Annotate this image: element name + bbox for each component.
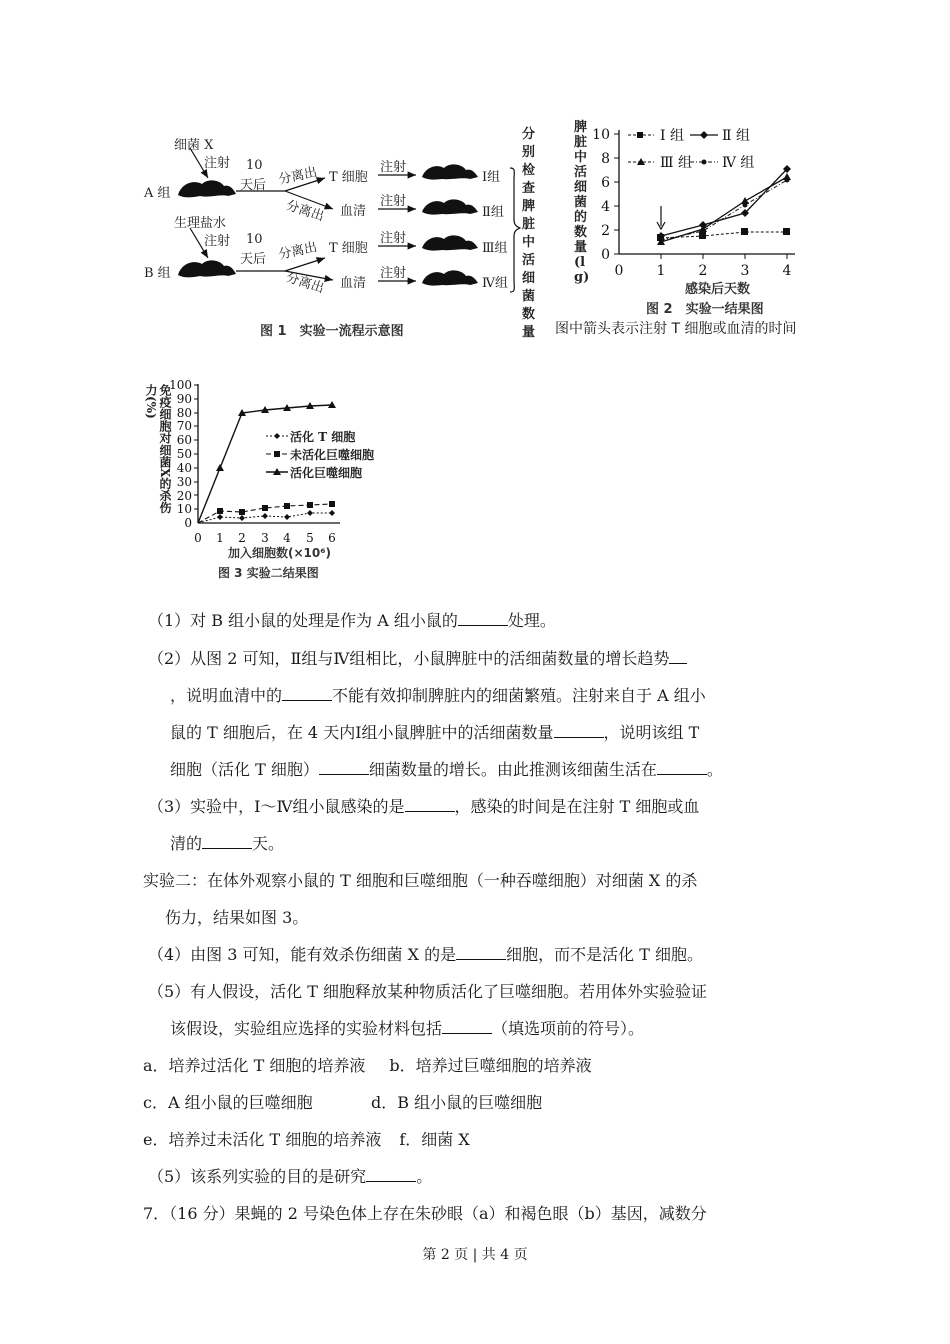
fig1-inject-verb: 注射 [204,156,231,171]
fig1-t-cell-label: T 细胞 [329,170,368,185]
fig1-group-b: B 组 [144,266,171,281]
answer-blank[interactable] [319,756,369,775]
q2-text: 不能有效抑制脾脏内的细菌繁殖。注射来自于 A 组小 [332,686,706,705]
q2-text: ，说明血清中的 [170,686,283,705]
question-5b [148,1158,818,1195]
fig1-separate-label: 分离出 [284,198,326,225]
svg-text:70: 70 [176,419,192,433]
q2-text: 细胞（活化 T 细胞） [170,760,319,779]
figure-2 [550,110,850,350]
answer-blank[interactable] [669,645,687,664]
q3-text: 天。 [252,834,285,853]
fig3-caption: 图 3 实验二结果图 [218,566,319,580]
fig1-t-cell-label: T 细胞 [329,241,368,256]
question-7: 7．（16 分）果蝇的 2 号染色体上存在朱砂眼（a）和褐色眼（b）基因，减数分 [143,1204,707,1223]
fig3-legend-activated-macrophage: 活化巨噬细胞 [290,466,363,480]
svg-text:2: 2 [698,263,708,279]
fig3-legend-unactivated-macrophage: 未活化巨噬细胞 [290,448,375,462]
fig1-inject-b-label: 生理盐水 [174,216,227,231]
question-1 [148,602,818,639]
fig3-legend-activated-t: 活化 T 细胞 [290,430,356,444]
svg-text:1: 1 [216,531,224,545]
q3-text: （3）实验中，Ⅰ～Ⅳ组小鼠感染的是 [148,797,405,816]
svg-text:4: 4 [283,531,291,545]
question-5 [148,973,818,1047]
q2-text: 细菌数量的增长。由此推测该细菌生活在 [368,760,657,779]
svg-text:10: 10 [176,502,192,516]
fig2-y-label: 脾脏中活细菌的数量(lg) [574,120,590,285]
svg-text:10: 10 [592,127,610,143]
fig1-group-1: Ⅰ组 [482,170,501,185]
fig1-separate-label: 分离出 [277,165,319,188]
q2-text: 鼠的 T 细胞后，在 4 天内Ⅰ组小鼠脾脏中的活细菌数量 [170,723,554,742]
q5b-text: （5）该系列实验的目的是研究 [148,1167,367,1186]
svg-text:30: 30 [176,475,192,489]
q4-text: （4）由图 3 可知，能有效杀伤细菌 X 的是 [148,945,457,964]
svg-text:90: 90 [176,392,192,406]
answer-blank[interactable] [282,682,332,701]
fig1-inject-a-label: 细菌 X [174,138,214,153]
fig3-x-ticks [194,531,336,545]
fig1-serum-label: 血清 [340,276,367,291]
fig1-days-label: 天后 [240,178,267,193]
fig1-inject-label: 注射 [380,231,407,246]
svg-text:5: 5 [306,531,314,545]
svg-text:Ⅲ 组: Ⅲ 组 [660,155,692,171]
fig1-group-3: Ⅲ组 [482,241,508,256]
svg-text:2: 2 [238,531,246,545]
fig2-note: 图中箭头表示注射 T 细胞或血清的时间 [555,321,797,337]
option-b: b．培养过巨噬细胞的培养液 [389,1056,592,1075]
svg-text:3: 3 [261,531,269,545]
option-c: c．A 组小鼠的巨噬细胞 [143,1093,313,1112]
fig1-group-2: Ⅱ组 [482,205,504,220]
q3-text: 清的 [170,834,203,853]
answer-blank[interactable] [366,1163,416,1182]
answer-blank[interactable] [442,1015,492,1034]
answer-blank[interactable] [458,607,508,626]
q1-text: （1）对 B 组小鼠的处理是作为 A 组小鼠的 [148,611,458,630]
svg-text:0: 0 [184,516,192,530]
svg-text:20: 20 [176,489,192,503]
fig3-legend [266,433,288,475]
fig1-separate-label: 分离出 [284,270,326,297]
svg-text:3: 3 [740,263,750,279]
svg-text:40: 40 [176,461,192,475]
fig2-x-ticks [615,263,792,279]
fig2-caption: 图 2 实验一结果图 [646,302,764,317]
option-a: a．培养过活化 T 细胞的培养液 [143,1056,366,1075]
fig1-serum-label: 血清 [340,204,367,219]
svg-text:50: 50 [176,447,192,461]
fig3-x-label: 加入细胞数(×10⁶) [228,546,331,560]
figure-1-diagram [140,120,540,350]
q5b-text: 。 [416,1167,433,1186]
fig1-separate-label: 分离出 [277,240,319,263]
fig1-inject-label: 注射 [380,194,407,209]
experiment-2-intro [143,862,813,936]
svg-text:6: 6 [601,175,610,191]
question-2 [148,640,818,788]
fig3-y-ticks [169,378,192,530]
page-footer: 第 2 页 | 共 4 页 [422,1247,528,1263]
q2-text: ，说明该组 T [603,723,700,742]
fig1-group-a: A 组 [144,186,171,201]
q5-text: （5）有人假设，活化 T 细胞释放某种物质活化了巨噬细胞。若用体外实验验证 [148,982,708,1001]
svg-text:100: 100 [169,378,192,392]
fig2-legend [628,128,754,171]
fig2-y-ticks [592,127,610,263]
exp2-text: 实验二：在体外观察小鼠的 T 细胞和巨噬细胞（一种吞噬细胞）对细菌 X 的杀 [143,871,698,890]
q3-text: ，感染的时间是在注射 T 细胞或血 [454,797,700,816]
q2-text: 。 [706,760,723,779]
fig1-inject-verb: 注射 [204,234,231,249]
answer-blank[interactable] [405,793,455,812]
q2-text: （2）从图 2 可知，Ⅱ组与Ⅳ组相比，小鼠脾脏中的活细菌数量的增长趋势 [148,649,670,668]
svg-text:1: 1 [656,263,666,279]
fig1-side-label: 分别检查脾脏中活细菌数量 [522,127,536,340]
answer-blank[interactable] [657,756,707,775]
fig2-x-label: 感染后天数 [685,282,751,297]
figure-3 [140,370,400,590]
svg-text:2: 2 [601,223,610,239]
q5-text: （填选项前的符号）。 [492,1019,645,1038]
svg-text:80: 80 [176,406,192,420]
fig1-inject-label: 注射 [380,266,407,281]
q5-text: 该假设，实验组应选择的实验材料包括 [170,1019,443,1038]
svg-text:Ⅳ 组: Ⅳ 组 [722,155,755,171]
fig1-caption: 图 1 实验一流程示意图 [260,324,404,339]
fig1-group-4: Ⅳ组 [482,276,508,291]
fig1-days-label: 天后 [240,252,267,267]
fig1-days-num: 10 [246,232,263,247]
figure-1 [140,120,540,350]
svg-text:Ⅱ 组: Ⅱ 组 [722,128,750,144]
q4-text: 细胞，而不是活化 T 细胞。 [506,945,703,964]
svg-text:60: 60 [176,433,192,447]
fig3-y-label: 免疫细胞对细菌X的杀伤力(%) [144,384,172,514]
svg-text:0: 0 [194,531,202,545]
fig1-days-num: 10 [246,158,263,173]
option-d: d．B 组小鼠的巨噬细胞 [371,1093,543,1112]
answer-blank[interactable] [456,941,506,960]
answer-blank[interactable] [202,830,252,849]
svg-text:6: 6 [328,531,336,545]
question-4 [148,936,818,973]
options-list [143,1047,813,1158]
svg-text:0: 0 [614,263,624,279]
svg-text:8: 8 [601,151,610,167]
svg-text:0: 0 [601,247,610,263]
svg-text:4: 4 [782,263,792,279]
question-3 [148,788,818,862]
svg-text:Ⅰ 组: Ⅰ 组 [660,128,684,144]
option-e: e．培养过未活化 T 细胞的培养液 [143,1130,382,1149]
answer-blank[interactable] [554,719,604,738]
svg-text:4: 4 [601,199,610,215]
fig1-inject-label: 注射 [380,160,407,175]
option-f: f．细菌 X [399,1130,470,1149]
q1-text-end: 处理。 [507,611,556,630]
exp2-text: 伤力，结果如图 3。 [165,908,309,927]
